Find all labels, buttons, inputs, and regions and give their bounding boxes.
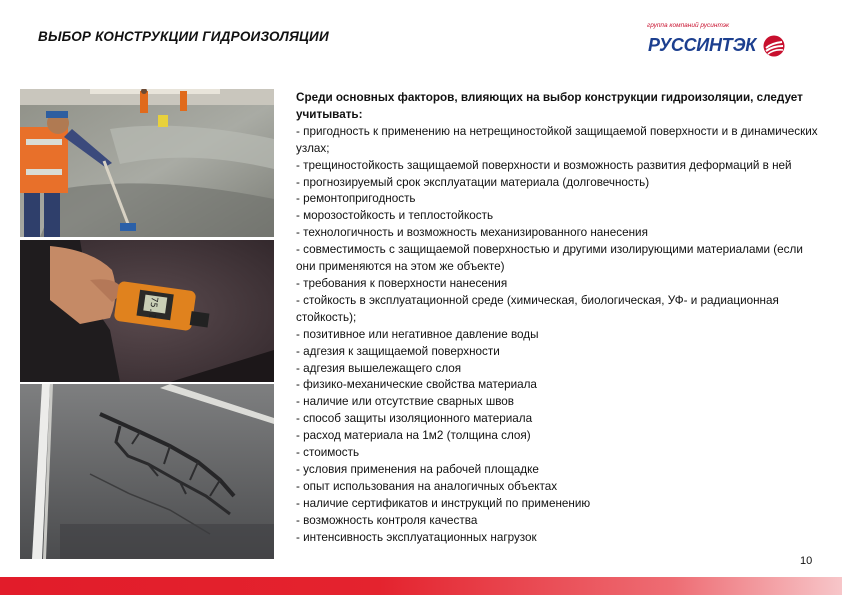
flame-sphere-icon xyxy=(763,35,785,57)
thickness-gauge-photo xyxy=(20,240,274,382)
list-item: - требования к поверхности нанесения xyxy=(296,276,508,290)
list-item: - наличие или отсутствие сварных швов xyxy=(296,395,515,409)
list-item: - морозостойкость и теплостойкость xyxy=(296,209,494,223)
list-item: - наличие сертификатов и инструкций по применению xyxy=(296,496,591,510)
list-item: - расход материала на 1м2 (толщина слоя) xyxy=(296,429,531,443)
gauge-reading: 75.1 xyxy=(146,296,159,319)
list-item: - прогнозируемый срок эксплуатации материала (долговечность) xyxy=(296,175,650,189)
list-item: - позитивное или негативное давление воды xyxy=(296,327,539,341)
list-item: - адгезия вышележащего слоя xyxy=(296,361,462,375)
logo-name: РУССИНТЭК xyxy=(648,35,756,55)
list-item: - опыт использования на аналогичных объектах xyxy=(296,479,558,493)
factors-heading: Среди основных факторов, влияющих на выбор конструкции гидроизоляции, следует учитывать: xyxy=(296,91,803,121)
factors-list xyxy=(296,124,824,547)
list-item: - технологичность и возможность механизированного нанесения xyxy=(296,226,648,240)
list-item: - способ защиты изоляционного материала xyxy=(296,412,533,426)
slide-title: ВЫБОР КОНСТРУКЦИИ ГИДРОИЗОЛЯЦИИ xyxy=(38,29,329,44)
list-item: - адгезия к защищаемой поверхности xyxy=(296,344,500,358)
list-item: - возможность контроля качества xyxy=(296,513,478,527)
logo-subtitle: группа компаний русинтэк xyxy=(647,22,730,29)
factors-text xyxy=(296,90,824,546)
workers-applying-coating-photo xyxy=(20,89,274,237)
list-item: - стоимость xyxy=(296,446,360,460)
list-item: - интенсивность эксплуатационных нагрузок xyxy=(296,530,537,544)
list-item: - пригодность к применению на нетрещиностойкой защищаемой поверхности и в динамических узлах; xyxy=(296,124,818,155)
company-logo xyxy=(640,22,790,67)
bottom-accent-bar xyxy=(0,577,842,595)
list-item: - стойкость в эксплуатационной среде (химическая, биологическая, УФ- и радиационная стойкость); xyxy=(296,293,779,324)
list-item: - физико-механические свойства материала xyxy=(296,378,537,392)
list-item: - совместимость с защищаемой поверхностью и другими изолирующими материалами (если они применяются на этом же объекте) xyxy=(296,243,803,274)
cracked-asphalt-road-photo xyxy=(20,384,274,559)
list-item: - ремонтопригодность xyxy=(296,192,416,206)
page-number: 10 xyxy=(800,555,813,567)
list-item: - условия применения на рабочей площадке xyxy=(296,462,539,476)
list-item: - трещиностойкость защищаемой поверхности и возможность развития деформаций в ней xyxy=(296,158,792,172)
